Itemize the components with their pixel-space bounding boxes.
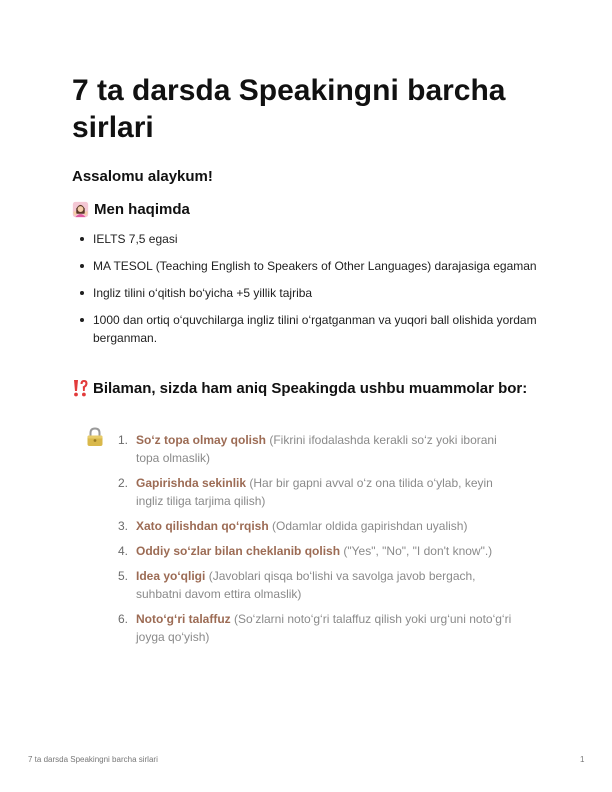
greeting-text: Assalomu alaykum! [72, 168, 213, 185]
item-title: Noto‘g‘ri talaffuz [136, 612, 231, 626]
footer-title: 7 ta darsda Speakingni barcha sirlari [28, 755, 158, 764]
list-item [118, 474, 518, 510]
item-number: 1. [118, 433, 129, 447]
exclamation-question-icon [72, 379, 88, 397]
item-description: (Fikrini ifodalashda kerakli so‘z yoki iborani topa olmaslik) [136, 433, 497, 465]
problems-heading [72, 379, 527, 397]
item-number: 6. [118, 612, 129, 626]
about-list [78, 230, 538, 356]
list-item: MA TESOL (Teaching English to Speakers of Other Languages) darajasiga egaman [78, 257, 538, 275]
item-number: 2. [118, 476, 129, 490]
item-description: (Javoblari qisqa bo‘lishi va savolga javob bergach, suhbatni davom ettira olmaslik) [136, 569, 476, 601]
page-title: 7 ta darsda Speakingni barcha sirlari [72, 74, 506, 144]
about-heading [72, 201, 190, 218]
item-title: Xato qilishdan qo‘rqish [136, 519, 269, 533]
woman-gesturing-icon [72, 201, 89, 218]
item-title: Gapirishda sekinlik [136, 476, 247, 490]
problems-list [118, 431, 518, 653]
about-heading-text: Men haqimda [94, 201, 190, 218]
list-item [118, 517, 518, 535]
item-description: (Har bir gapni avval o‘z ona tilida o‘ylab, keyin ingliz tiliga tarjima qilish) [136, 476, 493, 508]
list-item [118, 567, 518, 603]
item-title: Idea yo‘qligi [136, 569, 206, 583]
list-item [118, 610, 518, 646]
item-number: 4. [118, 544, 129, 558]
lock-icon [86, 427, 104, 452]
item-title: Oddiy so‘zlar bilan cheklanib qolish [136, 544, 341, 558]
problems-heading-text: Bilaman, sizda ham aniq Speakingda ushbu muammolar bor: [93, 379, 528, 397]
list-item [118, 542, 518, 560]
list-item: IELTS 7,5 egasi [78, 230, 538, 248]
list-item: Ingliz tilini o‘qitish bo‘yicha +5 yillik tajriba [78, 284, 538, 302]
item-description: (Odamlar oldida gapirishdan uyalish) [268, 519, 468, 533]
page-number: 1 [580, 755, 585, 764]
item-description: (So‘zlarni noto‘g‘ri talaffuz qilish yoki urg‘uni noto‘g‘ri joyga qo‘yish) [136, 612, 512, 644]
item-number: 5. [118, 569, 129, 583]
item-description: ("Yes", "No", "I don't know".) [340, 544, 493, 558]
list-item: 1000 dan ortiq o‘quvchilarga ingliz tilini o‘rgatganman va yuqori ball olishida yordam berganman. [78, 311, 538, 347]
item-title: So‘z topa olmay qolish [136, 433, 267, 447]
list-item [118, 431, 518, 467]
item-number: 3. [118, 519, 129, 533]
